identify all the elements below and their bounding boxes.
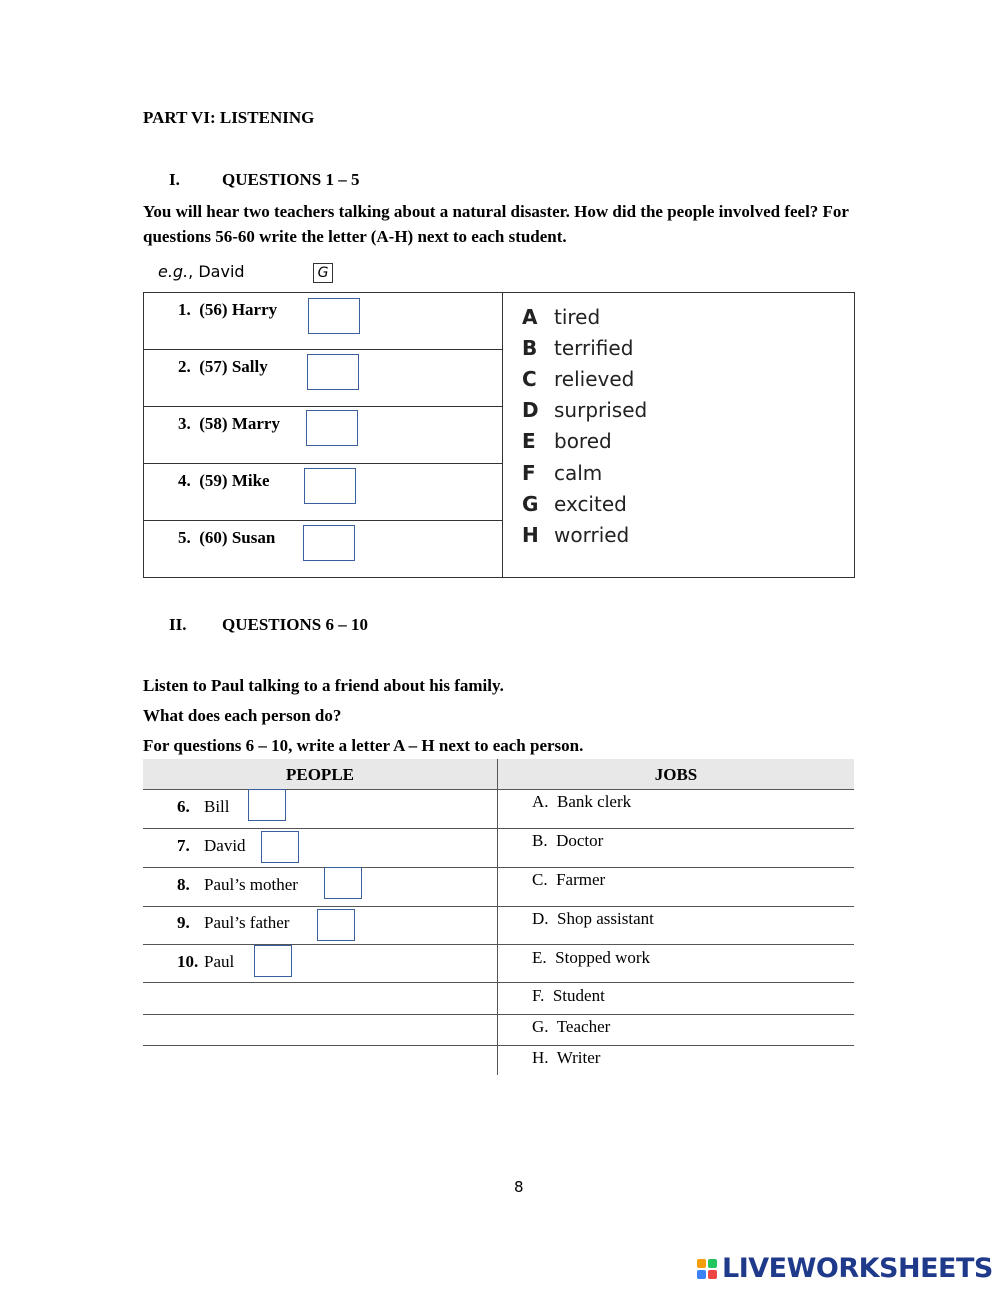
row-divider [143, 867, 854, 868]
col-jobs-header: JOBS [654, 765, 698, 784]
section1-instructions: You will hear two teachers talking about a natural disaster. How did the people involved feel? For questions 56-60 write the letter (A-H) next to each student. [143, 202, 849, 246]
row-divider [143, 982, 854, 983]
row-divider [143, 1045, 854, 1046]
job-d: D. Shop assistant [532, 909, 654, 928]
section2-line2: What does each person do? [143, 706, 342, 725]
row-divider [143, 520, 503, 521]
section2-number: II. [169, 615, 187, 634]
question-item: 2. (57) Sally [178, 357, 268, 376]
answer-input-9[interactable] [317, 909, 355, 941]
person-name: Bill [204, 797, 230, 816]
answer-input-8[interactable] [324, 867, 362, 899]
job-c: C. Farmer [532, 870, 606, 889]
row-divider [143, 828, 854, 829]
option-e: E bored [522, 429, 612, 453]
table-divider [497, 759, 498, 1075]
example-prefix: e.g. [158, 262, 189, 281]
section2-line3: For questions 6 – 10, write a letter A – H next to each person. [143, 736, 584, 755]
job-h: H. Writer [532, 1048, 601, 1067]
section1-title: QUESTIONS 1 – 5 [222, 170, 360, 189]
part-title: PART VI: LISTENING [143, 108, 315, 127]
option-c: C relieved [522, 367, 635, 391]
person-name: Paul [204, 952, 235, 971]
logo-icon [697, 1257, 719, 1281]
option-b: B terrified [522, 336, 634, 360]
answer-input-10[interactable] [254, 945, 292, 977]
question-item: 1. (56) Harry [178, 300, 278, 319]
row-divider [143, 406, 503, 407]
job-b: B. Doctor [532, 831, 604, 850]
job-e: E. Stopped work [532, 948, 651, 967]
person-number: 8. [177, 875, 190, 894]
job-g: G. Teacher [532, 1017, 611, 1036]
liveworksheets-logo [697, 1253, 993, 1284]
question-item: 3. (58) Marry [178, 414, 280, 433]
col-people-header: PEOPLE [285, 765, 354, 784]
logo-text: LIVEWORKSHEETS [722, 1253, 993, 1284]
question-item: 4. (59) Mike [178, 471, 270, 490]
example-name: , David [188, 262, 245, 281]
person-number: 7. [177, 836, 190, 855]
job-a: A. Bank clerk [532, 792, 632, 811]
person-name: Paul’s mother [204, 875, 298, 894]
question-item: 5. (60) Susan [178, 528, 276, 547]
option-h: H worried [522, 523, 630, 547]
option-a: A tired [522, 305, 601, 329]
section2-line1: Listen to Paul talking to a friend about his family. [143, 676, 504, 695]
option-f: F calm [522, 461, 603, 485]
answer-input-59[interactable] [304, 468, 356, 504]
section1-number: I. [169, 170, 180, 189]
example-answer-box: G [313, 263, 333, 283]
row-divider [143, 906, 854, 907]
row-divider [143, 944, 854, 945]
answer-input-57[interactable] [307, 354, 359, 390]
answer-input-6[interactable] [248, 789, 286, 821]
answer-input-58[interactable] [306, 410, 358, 446]
option-d: D surprised [522, 398, 648, 422]
example-label [158, 262, 245, 281]
person-number: 10. [177, 952, 199, 971]
row-divider [143, 463, 503, 464]
answer-input-56[interactable] [308, 298, 360, 334]
row-divider [143, 349, 503, 350]
person-number: 9. [177, 913, 190, 932]
answer-input-60[interactable] [303, 525, 355, 561]
person-name: Paul’s father [204, 913, 290, 932]
option-g: G excited [522, 492, 627, 516]
section2-title: QUESTIONS 6 – 10 [222, 615, 368, 634]
row-divider [143, 1014, 854, 1015]
person-name: David [204, 836, 246, 855]
table-divider [502, 292, 503, 578]
person-number: 6. [177, 797, 190, 816]
answer-input-7[interactable] [261, 831, 299, 863]
job-f: F. Student [532, 986, 605, 1005]
page-number: 8 [514, 1178, 524, 1196]
